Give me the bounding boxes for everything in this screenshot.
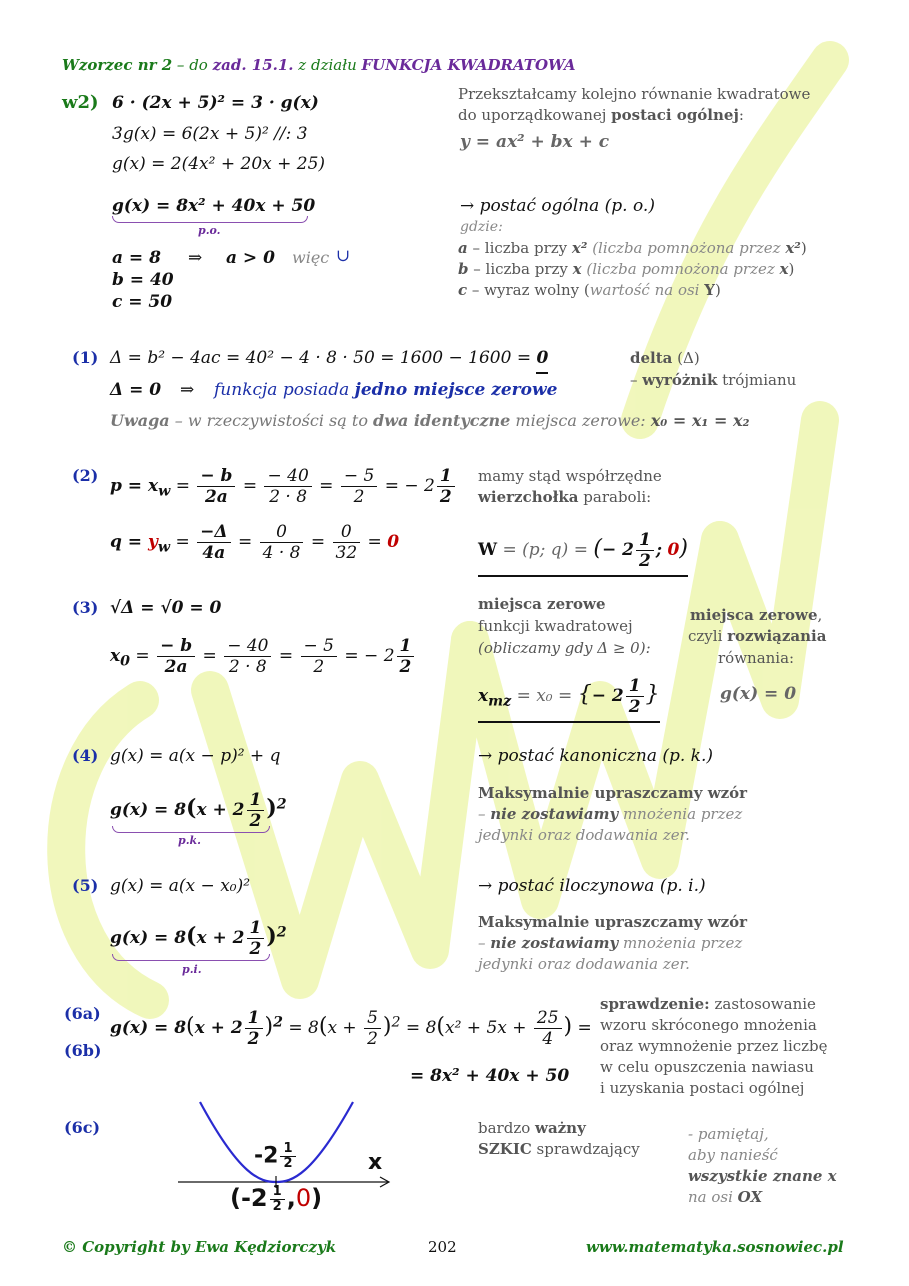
footer-site-link[interactable]: www.matematyka.sosnowiec.pl	[586, 1238, 844, 1256]
x0-half-num: 1	[399, 636, 412, 656]
uwaga-d: miejsca zerowe:	[510, 411, 651, 430]
spr-line3: oraz wymnożenie przez liczbę	[600, 1037, 828, 1055]
frac-b-2a	[197, 466, 235, 507]
pk-note-3: jedynki oraz dodawania zer.	[478, 826, 690, 844]
w2-line2: 3g(x) = 6(2x + 5)² //: 3	[112, 124, 308, 144]
pk-n2c: mnożenia przez	[618, 805, 743, 823]
pk-brace	[112, 826, 270, 833]
uwaga-c: dwa identyczne	[373, 411, 511, 430]
implies-1: ⇒	[180, 380, 195, 400]
w2-label: w2)	[62, 92, 99, 113]
a-d3: x²	[571, 239, 588, 257]
chk-f52-num: 5	[364, 1008, 381, 1029]
zeros-r1: miejsca zerowe	[478, 595, 606, 613]
f2-den: 2 · 8	[269, 487, 308, 507]
p-sub: w	[158, 483, 171, 500]
po-arrow: → postać ogólna (p. o.)	[460, 196, 655, 216]
pk-n2b: nie zostawiamy	[490, 805, 619, 823]
x0-frac3	[301, 636, 337, 677]
vx-half-num: 1	[280, 1142, 295, 1157]
W-val: − 2	[601, 540, 634, 560]
q-sub: w	[157, 539, 171, 556]
chk-half	[245, 1008, 263, 1049]
pt-d: )	[311, 1184, 323, 1212]
p-lhs: p = x	[110, 476, 159, 496]
general-formula: y = ax² + bx + c	[460, 132, 610, 152]
xmz-mid: = x₀ =	[511, 686, 578, 706]
rr1a: miejsca zerowe	[690, 606, 818, 624]
footer-copyright: © Copyright by Ewa Kędziorczyk	[62, 1238, 337, 1256]
chk-half-den: 2	[247, 1029, 260, 1049]
remember-4	[688, 1187, 762, 1208]
label-2: (2)	[72, 466, 99, 485]
delta-equation	[110, 348, 548, 368]
x0-half-den: 2	[399, 657, 412, 677]
p-equation: $p = x_w$ = $\frac{- b}{2a}$ = $\frac{- 40}{2 \cdot 8}$ = $\frac{- 5}{2}$ = − 2 $\frac{1}{2}$	[110, 466, 457, 507]
x0-f2-den: 2 · 8	[228, 657, 267, 677]
pi-note-3: jedynki oraz dodawania zer.	[478, 955, 690, 973]
one-root-a: funkcja posiada	[214, 380, 355, 400]
pi-n2a: –	[478, 934, 491, 952]
uwaga-a: Uwaga	[110, 411, 170, 430]
roots-eq-1	[690, 605, 822, 626]
pk-note-2	[478, 804, 742, 825]
product-form: g(x) = 8(x + 2 $\frac{1}{2}$ )$^2$	[110, 918, 287, 959]
delta-sym: (Δ)	[677, 349, 700, 367]
vertex-x-label	[254, 1142, 298, 1171]
coef-b: b = 40	[112, 270, 174, 290]
x0-f3-num: − 5	[301, 636, 337, 657]
vertex-W: W = (p; q) = (− 2 $\frac{1}{2}$ ; 0)	[478, 530, 688, 577]
coef-c: c = 50	[112, 292, 173, 312]
vertex-point-label	[230, 1184, 322, 1214]
pi-lhs: g(x) = 8	[110, 928, 187, 948]
x0-lhs: x	[110, 646, 121, 666]
rr2b: rozwiązania	[727, 627, 827, 645]
chk-p3: x² + 5x +	[444, 1018, 532, 1038]
q-lhs: q =	[110, 532, 148, 552]
c-d5: )	[714, 281, 721, 299]
pi-half	[247, 918, 265, 959]
W-half-den: 2	[638, 551, 651, 571]
remember-1: - pamiętaj,	[688, 1125, 769, 1143]
label-4: (4)	[72, 746, 99, 765]
x0-frac2	[224, 636, 271, 677]
pm4b: OX	[737, 1188, 763, 1206]
f1-num: − b	[200, 466, 233, 486]
implies-a: ⇒	[188, 248, 203, 268]
one-root-text	[214, 380, 557, 400]
x0-f2-num: − 40	[224, 636, 271, 657]
pi-note-1	[478, 912, 747, 933]
spr-b: zastosowanie	[709, 995, 816, 1013]
chk-p1: x + 2	[194, 1018, 243, 1038]
W-half	[636, 530, 654, 571]
zeros-note-1	[478, 594, 606, 615]
set-val: − 2	[591, 686, 624, 706]
q-y: y	[147, 532, 158, 552]
rr2a: czyli	[688, 627, 728, 645]
vertex-r2a: wierzchołka	[478, 488, 579, 506]
sketch-note-2	[478, 1139, 640, 1160]
label-6c: (6c)	[64, 1118, 101, 1137]
pt-a: (-2	[230, 1184, 268, 1212]
sk1a: bardzo	[478, 1119, 536, 1137]
label-6a: (6a)	[64, 1004, 101, 1023]
c-d4: Y	[704, 281, 715, 299]
a-description	[458, 238, 807, 259]
pk-half	[247, 790, 265, 831]
pt-half-den: 2	[272, 1198, 282, 1214]
uwaga-b: – w rzeczywistości są to	[169, 411, 374, 430]
pt-half-num: 1	[270, 1185, 285, 1200]
p-half-den: 2	[439, 487, 452, 507]
c-d3: wartość na osi	[589, 281, 705, 299]
remember-3: wszystkie znane x	[688, 1167, 837, 1185]
axis-x-label: x	[368, 1150, 383, 1175]
pk-n2a: –	[478, 805, 491, 823]
c-d2: – wyraz wolny (	[467, 281, 590, 299]
pk-arrow: → postać kanoniczna (p. k.)	[478, 746, 714, 766]
x0-half	[397, 636, 415, 677]
pi-arrow: → postać iloczynowa (p. i.)	[478, 876, 706, 896]
zeros-note-3: (obliczamy gdy Δ ≥ 0):	[478, 639, 651, 657]
wyr-b: wyróżnik	[642, 371, 718, 389]
p-half-num: 1	[439, 466, 452, 486]
roots-eq-4: g(x) = 0	[720, 684, 797, 704]
pt-half	[270, 1185, 285, 1214]
W-mid: = (p; q) =	[497, 540, 594, 560]
chk-25-4	[534, 1008, 562, 1049]
x0-sub: 0	[120, 653, 130, 670]
w2-line1: 6 · (2x + 5)² = 3 · g(x)	[112, 93, 319, 113]
pk-label: p.k.	[178, 834, 201, 847]
intro-l2a: do uporządkowanej	[458, 106, 612, 124]
vertex-note-1: mamy stąd współrzędne	[478, 467, 662, 485]
label-3: (3)	[72, 598, 99, 617]
zeros-note-2: funkcji kwadratowej	[478, 617, 633, 635]
pi-plus2: x + 2	[196, 928, 245, 948]
vertex-r2b: paraboli:	[578, 488, 652, 506]
frac-40-28	[264, 466, 311, 507]
x0-f3-den: 2	[313, 657, 325, 677]
sk1b: ważny	[535, 1119, 586, 1137]
a-positive: a > 0	[226, 248, 275, 268]
pk-note-1	[478, 783, 747, 804]
g1-num: −Δ	[200, 522, 228, 542]
f1-den: 2a	[204, 487, 228, 507]
pi-half-den: 2	[249, 939, 262, 959]
pi-note-2	[478, 933, 742, 954]
q-equation: $q = y_w$ = $\frac{-\Delta}{4a}$ = $\frac{0}{4 \cdot 8}$ = $\frac{0}{32}$ = 0	[110, 522, 400, 563]
chk-f254-num: 25	[534, 1008, 562, 1029]
intro-l2c: :	[738, 106, 744, 124]
c-d1: c	[458, 281, 468, 299]
f3-den: 2	[353, 487, 365, 507]
canonical-form: g(x) = 8(x + 2 $\frac{1}{2}$ )$^2$	[110, 790, 287, 831]
pk-half-den: 2	[249, 811, 262, 831]
w2-line3: g(x) = 2(4x² + 20x + 25)	[112, 154, 326, 174]
xmz-sub: mz	[488, 693, 512, 710]
x0-f1-den: 2a	[164, 657, 188, 677]
a-d6: )	[800, 239, 807, 257]
g1-den: 4a	[202, 543, 226, 563]
set-half-den: 2	[628, 697, 641, 717]
frac-0-32	[333, 522, 361, 563]
header-do: – do	[172, 56, 213, 74]
x0-equation: $x_0$ = $\frac{- b}{2a}$ = $\frac{- 40}{2 \cdot 8}$ = $\frac{- 5}{2}$ = − 2 $\frac{1}{2}$	[110, 636, 416, 677]
g3-den: 32	[335, 543, 358, 563]
pm4a: na osi	[688, 1188, 738, 1206]
spr-line5: i uzyskania postaci ogólnej	[600, 1079, 805, 1097]
b-d1: b	[458, 260, 469, 278]
rr1b: ,	[817, 606, 823, 624]
pi-half-num: 1	[247, 918, 265, 939]
p-minus2: = − 2	[384, 476, 435, 496]
label-6b: (6b)	[64, 1041, 102, 1060]
delta-eq-text: Δ = b² − 4ac = 40² − 4 · 8 · 50 = 1600 − 1600 =	[110, 348, 537, 368]
pk-n1: Maksymalnie upraszczamy wzór	[478, 784, 748, 802]
po-label: p.o.	[198, 224, 221, 237]
xmz-set: $x_{mz} = x_0$ = {− 2 $\frac{1}{2}$ }	[478, 676, 660, 723]
page-header	[62, 56, 576, 74]
frac-half-p	[437, 466, 455, 507]
roots-eq-2	[688, 626, 826, 647]
wyr-c: trójmianu	[717, 371, 797, 389]
wyroznik	[630, 370, 796, 391]
chk-eq8: = 8	[288, 1018, 319, 1038]
spr-a: sprawdzenie:	[600, 995, 710, 1013]
label-5: (5)	[72, 876, 99, 895]
pk-plus2: x + 2	[196, 800, 245, 820]
W-half-num: 1	[638, 530, 651, 550]
header-topic: FUNKCJA KWADRATOWA	[361, 56, 576, 74]
pt-b: ,	[286, 1184, 296, 1212]
delta-name-text: delta	[630, 349, 673, 367]
f3-num: − 5	[341, 466, 377, 487]
frac-5-2	[341, 466, 377, 507]
sketch-note-1	[478, 1118, 586, 1139]
vertex-x-text: -2	[254, 1143, 279, 1169]
x0-frac1	[157, 636, 195, 677]
g2-num: 0	[260, 522, 304, 543]
coef-a: a = 8	[112, 248, 161, 268]
po-brace	[112, 216, 308, 223]
set-half-num: 1	[628, 676, 641, 696]
header-prefix: Wzorzec nr 2	[62, 56, 173, 74]
a-d2: – liczba przy	[467, 239, 572, 257]
sqrt-delta: √Δ = √0 = 0	[110, 598, 222, 618]
chk-f254-den: 4	[542, 1029, 554, 1049]
a-d5: x²	[785, 239, 801, 257]
header-from: z działu	[293, 56, 362, 74]
c-description	[458, 280, 721, 301]
remember-2: aby nanieść	[688, 1146, 778, 1164]
pk-lhs: g(x) = 8	[110, 800, 187, 820]
uwaga-e: x₀ = x₁ = x₂	[650, 411, 750, 430]
g2-den: 4 · 8	[262, 543, 301, 563]
pk-sq: 2	[276, 796, 287, 813]
W-semi: ;	[655, 540, 663, 560]
pk-half-num: 1	[247, 790, 265, 811]
set-half	[626, 676, 644, 717]
roots-eq-3: równania:	[718, 649, 795, 667]
frac-0-48	[260, 522, 304, 563]
chk-eq-end: =	[577, 1018, 592, 1038]
vertex-note-2	[478, 487, 651, 508]
intro-l2b: postaci ogólnej	[611, 106, 739, 124]
g3-num: 0	[333, 522, 361, 543]
one-root-b: jedno miejsce zerowe	[354, 380, 558, 400]
pi-sq: 2	[276, 924, 287, 941]
sk2a: SZKIC	[478, 1140, 532, 1158]
b-d3: x	[572, 260, 582, 278]
pi-n1: Maksymalnie upraszczamy wzór	[478, 913, 748, 931]
gdzie: gdzie:	[460, 219, 503, 235]
xmz: x	[478, 686, 489, 706]
delta-is-zero: Δ = 0	[110, 380, 162, 400]
header-task: zad. 15.1.	[212, 56, 294, 74]
b-d5: x	[779, 260, 789, 278]
a-d1: a	[458, 239, 468, 257]
f2-num: − 40	[264, 466, 311, 487]
pi-label: p.i.	[182, 963, 202, 976]
product-formula: g(x) = a(x − x₀)²	[110, 876, 251, 896]
W-letter: W	[478, 540, 498, 560]
pt-c: 0	[295, 1184, 312, 1212]
b-d6: )	[788, 260, 795, 278]
b-d4: (liczba pomnożona przez	[581, 260, 780, 278]
vertex-x-half	[280, 1142, 295, 1171]
q-zero: 0	[387, 532, 400, 552]
chk-half-num: 1	[247, 1008, 260, 1028]
b-d2: – liczba przy	[468, 260, 573, 278]
uwaga-line	[110, 411, 750, 430]
x0-minus2: = − 2	[344, 646, 395, 666]
pi-n2c: mnożenia przez	[618, 934, 743, 952]
check-result: = 8x² + 40x + 50	[410, 1066, 570, 1086]
spr-line4: w celu opuszczenia nawiasu	[600, 1058, 814, 1076]
intro-line2	[458, 105, 744, 126]
canonical-formula: g(x) = a(x − p)² + q	[110, 746, 281, 766]
label-1: (1)	[72, 348, 99, 367]
spr-line1	[600, 994, 816, 1015]
spr-line2: wzoru skróconego mnożenia	[600, 1016, 817, 1034]
chk-eq8b: = 8	[405, 1018, 437, 1038]
frac-delta-4a	[197, 522, 230, 563]
x0-f1-num: − b	[160, 636, 193, 656]
w2-general-form: g(x) = 8x² + 40x + 50	[112, 196, 316, 216]
page-number: 202	[428, 1238, 457, 1256]
chk-f52-den: 2	[367, 1029, 378, 1049]
pi-brace	[112, 954, 270, 961]
sk2b: sprawdzający	[531, 1140, 640, 1158]
wyr-a: –	[630, 371, 643, 389]
check-equation: g(x) = 8(x + 2 $\frac{1}{2}$ )$^2$ = 8(x + $\frac{5}{2}$ )$^2$ = 8(x² + 5x + $\frac{25}{4}$ ) =	[110, 1008, 592, 1049]
chk-p2: x +	[327, 1018, 363, 1038]
a-d4: (liczba pomnożona przez	[587, 239, 786, 257]
chk-lhs: g(x) = 8	[110, 1018, 187, 1038]
chk-5-2	[364, 1008, 381, 1049]
intro-line1: Przekształcamy kolejno równanie kwadratowe	[458, 85, 811, 103]
vx-half-den: 2	[283, 1156, 293, 1171]
delta-name	[630, 348, 700, 369]
b-description	[458, 259, 794, 280]
cup-symbol: ∪	[336, 246, 351, 266]
pi-n2b: nie zostawiamy	[490, 934, 619, 952]
W-zero: 0	[667, 540, 680, 560]
wiec: więc	[292, 248, 330, 267]
chk-sq: 2	[273, 1014, 283, 1031]
delta-zero-value: 0	[536, 348, 548, 374]
